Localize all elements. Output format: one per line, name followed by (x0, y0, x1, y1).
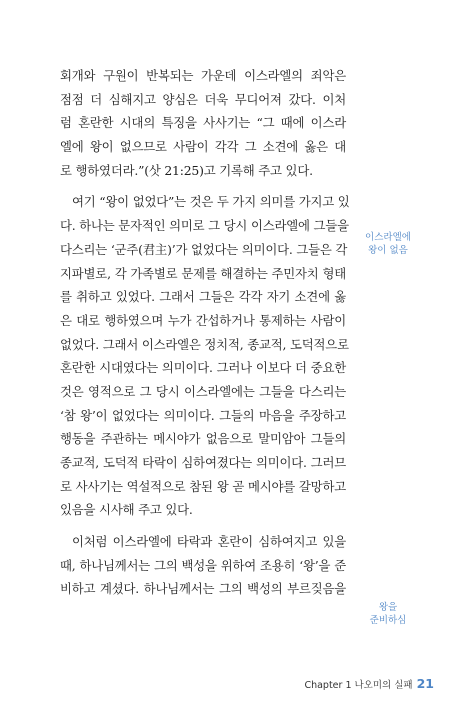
text-line: 혼란한 시대였다는 의미이다. 그러나 이보다 더 중요한 (60, 360, 346, 376)
text-line: 를 취하고 있었다. 그래서 그들은 각각 자기 소견에 옳 (60, 289, 346, 305)
text-line: 다. 하나는 문자적인 의미로 그 당시 이스라엘에 그들을 (60, 218, 349, 234)
text-line: 로 사사기는 역설적으로 참된 왕 곧 메시야를 갈망하고 (60, 478, 346, 494)
margin-note-line: 왕을 (378, 602, 398, 613)
text-line: 럼 혼란한 시대의 특징을 사사기는 “그 때에 이스라 (60, 115, 346, 131)
text-line: 것은 영적으로 그 당시 이스라엘에는 그들을 다스리는 (60, 383, 346, 399)
text-line: 회개와 구원이 반복되는 가운데 이스라엘의 죄악은 (60, 68, 346, 83)
chapter-title: Chapter 1 나오미의 실패 (304, 680, 413, 691)
text-line: 다스리는 ‘군주(君主)’가 없었다는 의미이다. 그들은 각 (60, 241, 348, 257)
text-line: 없었다. 그래서 이스라엘은 정치적, 종교적, 도덕적으로 (60, 336, 349, 352)
margin-note-preparing-king (356, 602, 420, 627)
text-line: 은 대로 행하였으며 누가 간섭하거나 통제하는 사람이 (60, 312, 346, 328)
body-text (60, 64, 350, 601)
text-line: 때, 하나님께서는 그의 백성을 위하여 조용히 ‘왕’을 준 (60, 557, 346, 573)
page-footer (304, 676, 434, 691)
text-line: 로 행하였더라.”(삿 21:25)고 기록해 주고 있다. (60, 162, 313, 178)
text-line: 비하고 계셨다. 하나님께서는 그의 백성의 부르짖음을 (60, 581, 346, 597)
margin-note-no-king (356, 232, 420, 257)
text-line: 행동을 주관하는 메시야가 없음으로 말미암아 그들의 (60, 431, 346, 447)
paragraph-1 (60, 64, 346, 182)
page-number: 21 (416, 676, 434, 691)
paragraph-3 (60, 530, 346, 601)
text-line: ‘참 왕’이 없었다는 의미이다. 그들의 마음을 주장하고 (60, 407, 346, 423)
text-line: 이처럼 이스라엘에 타락과 혼란이 심하여지고 있을 (72, 534, 346, 550)
margin-note-line: 준비하심 (369, 614, 407, 626)
text-line: 종교적, 도덕적 타락이 심하여졌다는 의미이다. 그러므 (60, 455, 346, 470)
margin-note-line: 왕이 없음 (368, 244, 408, 256)
margin-note-line: 이스라엘에 (365, 232, 411, 243)
paragraph-2 (60, 190, 350, 522)
text-line: 있음을 시사해 주고 있다. (60, 502, 193, 518)
text-line: 여기 “왕이 없었다”는 것은 두 가지 의미를 가지고 있 (72, 194, 350, 210)
text-line: 지파별로, 각 가족별로 문제를 해결하는 주민자치 형태 (60, 265, 346, 281)
text-line: 엘에 왕이 없으므로 사람이 각각 그 소견에 옳은 대 (60, 139, 346, 155)
text-line: 점점 더 심해지고 양심은 더욱 무디어져 갔다. 이처 (60, 91, 346, 107)
